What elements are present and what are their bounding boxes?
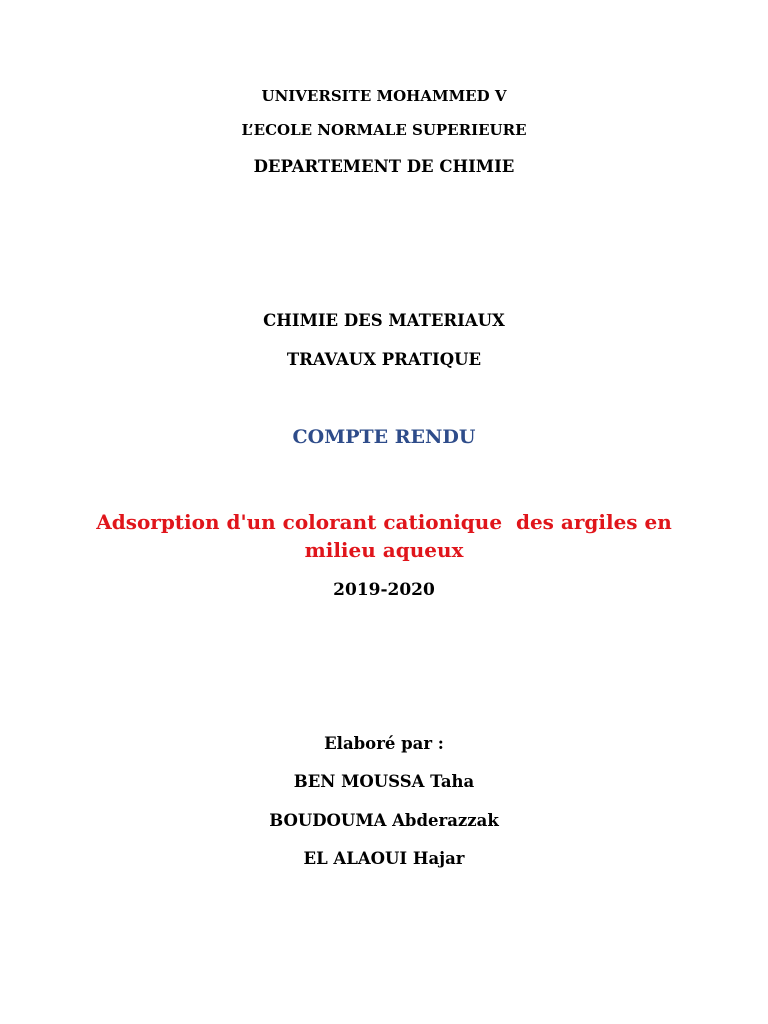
report-heading: COMPTE RENDU (292, 426, 476, 448)
report-title-line-1: Adsorption d'un colorant cationique des argiles en (96, 510, 672, 534)
university-name: UNIVERSITE MOHAMMED V (261, 87, 507, 105)
author-name: EL ALAOUI Hajar (303, 849, 465, 868)
course-type: TRAVAUX PRATIQUE (286, 350, 482, 369)
department-name: DEPARTEMENT DE CHIMIE (253, 157, 515, 176)
academic-year: 2019-2020 (333, 580, 435, 600)
report-title-line-2: milieu aqueux (304, 538, 464, 562)
course-subject: CHIMIE DES MATERIAUX (263, 311, 505, 330)
author-name: BEN MOUSSA Taha (293, 772, 475, 791)
report-title (84, 508, 684, 564)
authors-label: Elaboré par : (324, 734, 444, 753)
school-name: L’ECOLE NORMALE SUPERIEURE (241, 121, 527, 139)
author-name: BOUDOUMA Abderazzak (269, 811, 499, 830)
